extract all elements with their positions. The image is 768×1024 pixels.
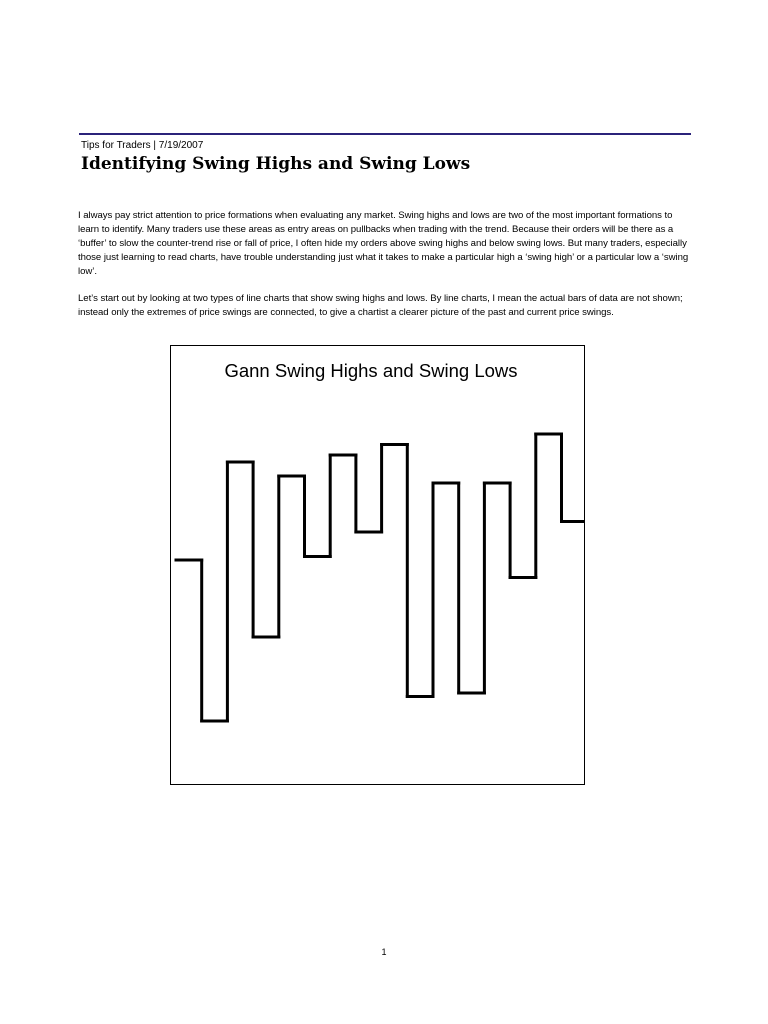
swing-chart (171, 346, 585, 785)
article-title: Identifying Swing Highs and Swing Lows (81, 154, 471, 174)
page-number: 1 (381, 947, 387, 957)
section-kicker: Tips for Traders | 7/19/2007 (81, 140, 204, 151)
chart-title: Gann Swing Highs and Swing Lows (224, 360, 518, 381)
body-paragraph-2: Let’s start out by looking at two types of line charts that show swing highs and lows. By line charts, I mean the actual bars of data are not shown; instead only the extremes of price swings are connected, to give a chartist a clearer picture of the past and current price swings. (78, 293, 683, 318)
header-rule (79, 133, 691, 135)
chart-figure (170, 345, 585, 785)
body-paragraph-1: I always pay strict attention to price formations when evaluating any market. Swing highs and lows are two of the most important formations to learn to identify. Many traders use these areas as entry areas on pullbacks when trading with the trend. Because their orders will be there as a ‘buffer’ to slow the counter-trend rise or fall of price, I often hide my orders above swing highs and below swing lows. But many traders, especially those just learning to read charts, have trouble understanding just what it takes to make a particular high a ‘swing high’ or a particular low a ‘swing low’. (78, 210, 689, 277)
